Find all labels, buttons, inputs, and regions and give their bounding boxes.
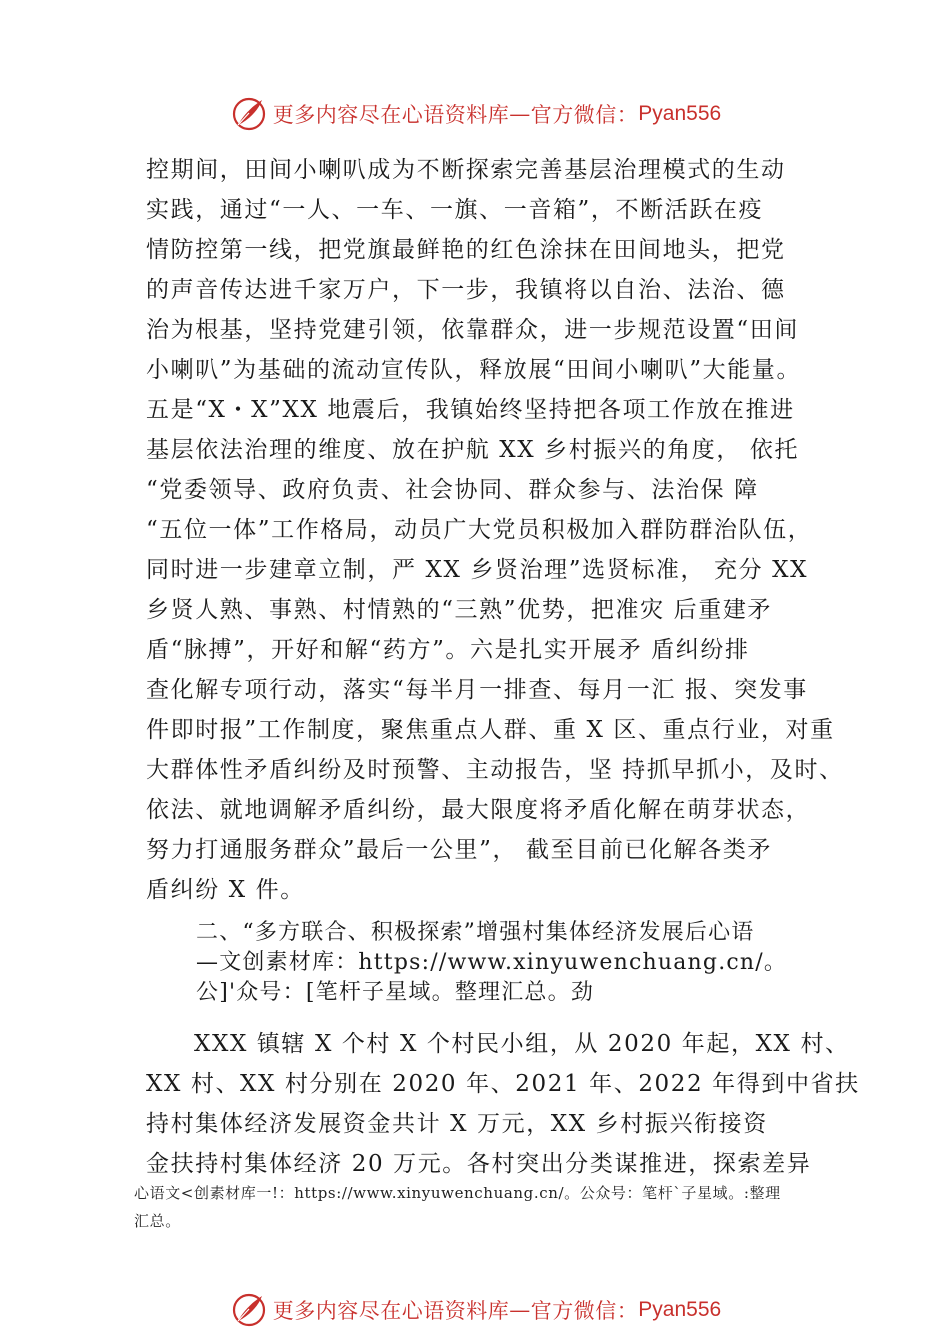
- quill-logo-icon: [229, 1290, 269, 1330]
- paragraph-2: [146, 1024, 860, 1184]
- quill-logo-icon: [229, 94, 269, 134]
- header-banner: [0, 94, 950, 134]
- text-line: 大群体性矛盾纠纷及时预警、主动报告，坚 持抓早抓小，及时、: [146, 757, 844, 783]
- text-line: 努力打通服务群众”最后一公里”， 截至目前已化解各类矛: [146, 837, 773, 863]
- text-line: XX 村、XX 村分别在 2020 年、2021 年、2022 年得到中省扶: [146, 1071, 860, 1097]
- footer-line: 汇总。: [134, 1212, 181, 1230]
- heading-line: 公]'众号：[笔杆子星域。整理汇总。劲: [196, 980, 595, 1005]
- text-line: 乡贤人熟、事熟、村情熟的“三熟”优势，把准灾 后重建矛: [146, 597, 773, 623]
- text-line: 治为根基，坚持党建引领，依靠群众，进一步规范设置“田间: [146, 317, 799, 343]
- text-line: 基层依法治理的维度、放在护航 XX 乡村振兴的角度， 依托: [146, 437, 800, 463]
- text-line: 持村集体经济发展资金共计 X 万元，XX 乡村振兴衔接资: [146, 1111, 768, 1137]
- banner-separator: —: [509, 1298, 531, 1322]
- text-line: 同时进一步建章立制，严 XX 乡贤治理”选贤标准， 充分 XX: [146, 557, 809, 583]
- section-heading: [146, 918, 846, 1008]
- banner-separator: —: [509, 102, 531, 126]
- text-line: 的声音传达进千家万户，下一步，我镇将以自治、法治、德: [146, 277, 786, 303]
- banner-text: 更多内容尽在心语资料库: [272, 103, 510, 127]
- text-line: “五位一体”工作格局，动员广大党员积极加入群防群治队伍，: [146, 517, 813, 543]
- heading-line: 二、“多方联合、积极探索”增强村集体经济发展后心语: [196, 920, 755, 945]
- text-line: 情防控第一线，把党旗最鲜艳的红色涂抹在田间地头，把党: [146, 237, 786, 263]
- text-line: 查化解专项行动，落实“每半月一排查、每月一汇 报、突发事: [146, 677, 808, 703]
- text-line: “党委领导、政府负责、社会协同、群众参与、法治保 障: [146, 477, 759, 503]
- banner-wechat-label: 官方微信：: [530, 1299, 639, 1323]
- text-line: 金扶持村集体经济 20 万元。各村突出分类谋推进，探索差异: [146, 1151, 812, 1177]
- banner-account: Pyan556: [638, 1298, 722, 1321]
- text-line: 小喇叭”为基础的流动宣传队，释放展“田间小喇叭”大能量。: [146, 357, 802, 383]
- banner-wechat-label: 官方微信：: [530, 103, 639, 127]
- text-line: 依法、就地调解矛盾纠纷，最大限度将矛盾化解在萌芽状态，: [146, 797, 811, 823]
- text-line: XXX 镇辖 X 个村 X 个村民小组，从 2020 年起，XX 村、: [194, 1031, 850, 1057]
- page-footer-note: [134, 1179, 834, 1235]
- text-line: 实践，通过“一人、一车、一旗、一音箱”，不断活跃在疫: [146, 197, 764, 223]
- heading-line: —文创素材库：https://www.xinyuwenchuang.cn/。: [196, 950, 788, 975]
- footer-line: 心语文<创素材库一!：https://www.xinyuwenchuang.cn/。公众号：笔杆`子星域。:整理: [134, 1184, 781, 1202]
- text-line: 控期间，田间小喇叭成为不断探索完善基层治理模式的生动: [146, 157, 786, 183]
- text-line: 件即时报”工作制度，聚焦重点人群、重 X 区、重点行业，对重: [146, 717, 835, 743]
- text-line: 盾纠纷 X 件。: [146, 877, 305, 903]
- footer-banner: [0, 1290, 950, 1330]
- text-line: 盾“脉搏”，开好和解“药方”。六是扎实开展矛 盾纠纷排: [146, 637, 750, 663]
- paragraph-1: [146, 150, 846, 910]
- document-body: [146, 150, 860, 1184]
- banner-account: Pyan556: [638, 102, 722, 125]
- banner-text: 更多内容尽在心语资料库: [272, 1299, 510, 1323]
- text-line: 五是“X・X”XX 地震后，我镇始终坚持把各项工作放在推进: [146, 397, 795, 423]
